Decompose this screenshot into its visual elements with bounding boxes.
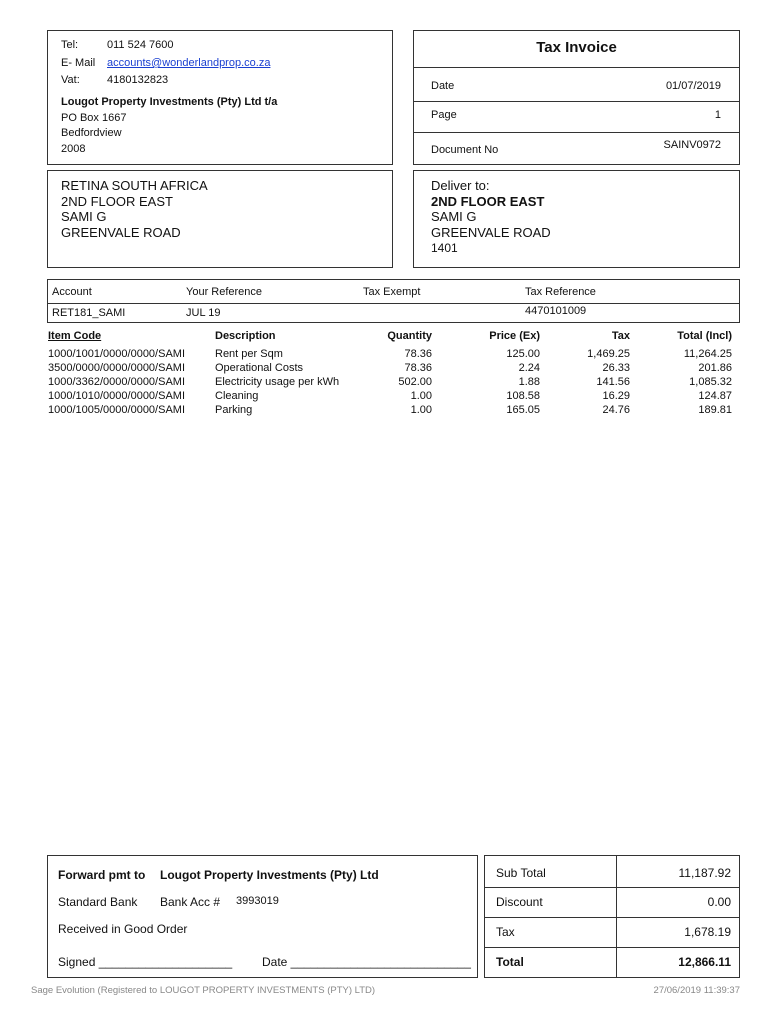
date-label: Date <box>431 80 455 92</box>
item-tax: 26.33 <box>602 362 630 374</box>
supplier-address-line: PO Box 1667 <box>61 112 127 124</box>
account-header: Account <box>52 286 92 298</box>
item-price: 165.05 <box>506 404 540 416</box>
delivery-line: 1401 <box>431 241 458 255</box>
table-row <box>47 348 740 362</box>
grand-total-label: Total <box>496 955 524 969</box>
date-value: 01/07/2019 <box>665 80 721 92</box>
tax-reference-header: Tax Reference <box>525 286 596 298</box>
quantity-header: Quantity <box>387 330 432 342</box>
item-description: Cleaning <box>215 390 259 402</box>
item-code: 1000/1001/0000/0000/SAMI <box>48 348 186 360</box>
item-total: 189.81 <box>698 404 732 416</box>
forward-payment-name: Lougot Property Investments (Pty) Ltd <box>160 868 379 882</box>
tax-exempt-header: Tax Exempt <box>363 286 421 298</box>
item-total: 1,085.32 <box>689 376 732 388</box>
discount-label: Discount <box>496 895 543 909</box>
divider <box>414 67 739 68</box>
delivery-line: 2ND FLOOR EAST <box>431 194 545 209</box>
supplier-name: Lougot Property Investments (Pty) Ltd t/a <box>61 96 278 108</box>
total-header: Total (Incl) <box>677 330 732 342</box>
item-table-header <box>47 330 740 344</box>
item-total: 11,264.25 <box>683 348 732 360</box>
tax-total-label: Tax <box>496 925 515 939</box>
item-tax: 1,469.25 <box>587 348 630 360</box>
table-row <box>47 390 740 404</box>
item-price: 1.88 <box>518 376 540 388</box>
tax-total-value: 1,678.19 <box>684 925 731 939</box>
email-label: E- Mail <box>61 57 96 69</box>
item-description: Rent per Sqm <box>215 348 283 360</box>
grand-total-value: 12,866.11 <box>678 955 731 969</box>
payment-box <box>47 855 478 978</box>
discount-value: 0.00 <box>707 895 731 909</box>
supplier-box <box>47 30 393 165</box>
deliver-to-label: Deliver to: <box>431 178 490 193</box>
item-code: 1000/3362/0000/0000/SAMI <box>48 376 186 388</box>
totals-box <box>484 855 740 978</box>
bank-account-number: 3993019 <box>236 895 279 907</box>
item-tax: 141.56 <box>596 376 630 388</box>
bank-name: Standard Bank <box>58 895 138 909</box>
item-quantity: 502.00 <box>398 376 432 388</box>
account-box <box>47 279 740 323</box>
your-reference-header: Your Reference <box>186 286 263 298</box>
divider <box>485 917 739 918</box>
delivery-line: SAMI G <box>431 209 477 224</box>
page-value: 1 <box>714 109 721 121</box>
divider <box>485 887 739 888</box>
tax-header: Tax <box>611 330 630 342</box>
table-row <box>47 404 740 418</box>
item-price: 108.58 <box>506 390 540 402</box>
bank-account-label: Bank Acc # <box>160 895 221 909</box>
item-code: 3500/0000/0000/0000/SAMI <box>48 362 186 374</box>
invoice-info-box <box>413 30 740 165</box>
date-signature-line: Date ___________________________ <box>262 955 471 969</box>
supplier-address-line: Bedfordview <box>61 127 122 139</box>
divider <box>414 132 739 133</box>
table-row <box>47 376 740 390</box>
docno-label: Document No <box>431 144 499 156</box>
divider <box>414 101 739 102</box>
item-price: 125.00 <box>506 348 540 360</box>
delivery-line: GREENVALE ROAD <box>431 225 551 240</box>
divider <box>485 947 739 948</box>
footer-timestamp: 27/06/2019 11:39:37 <box>653 985 740 996</box>
item-tax: 16.29 <box>602 390 630 402</box>
customer-box <box>47 170 393 268</box>
received-label: Received in Good Order <box>58 922 188 936</box>
item-code-header: Item Code <box>48 330 102 342</box>
item-price: 2.24 <box>518 362 540 374</box>
item-quantity: 1.00 <box>410 390 432 402</box>
item-total: 201.86 <box>698 362 732 374</box>
supplier-address-line: 2008 <box>61 143 86 155</box>
price-header: Price (Ex) <box>489 330 540 342</box>
docno-value: SAINV0972 <box>663 139 721 151</box>
your-reference-value: JUL 19 <box>186 307 221 319</box>
description-header: Description <box>215 330 276 342</box>
item-description: Parking <box>215 404 253 416</box>
account-value: RET181_SAMI <box>52 307 126 319</box>
item-tax: 24.76 <box>602 404 630 416</box>
item-quantity: 1.00 <box>410 404 432 416</box>
email-link[interactable]: accounts@wonderlandprop.co.za <box>107 57 271 69</box>
item-description: Operational Costs <box>215 362 304 374</box>
subtotal-value: 11,187.92 <box>678 866 731 880</box>
table-row <box>47 362 740 376</box>
item-total: 124.87 <box>698 390 732 402</box>
customer-line: SAMI G <box>61 209 107 224</box>
tax-reference-value: 4470101009 <box>525 305 587 317</box>
page-label: Page <box>431 109 457 121</box>
item-description: Electricity usage per kWh <box>215 376 340 388</box>
vat-value: 4180132823 <box>107 74 169 86</box>
item-quantity: 78.36 <box>404 348 432 360</box>
item-table <box>47 330 740 420</box>
item-code: 1000/1005/0000/0000/SAMI <box>48 404 186 416</box>
forward-payment-label: Forward pmt to <box>58 868 146 882</box>
customer-line: 2ND FLOOR EAST <box>61 194 173 209</box>
delivery-box <box>413 170 740 268</box>
footer-registration: Sage Evolution (Registered to LOUGOT PROPERTY INVESTMENTS (PTY) LTD) <box>31 985 376 996</box>
subtotal-label: Sub Total <box>496 866 546 880</box>
item-quantity: 78.36 <box>404 362 432 374</box>
customer-line: RETINA SOUTH AFRICA <box>61 178 208 193</box>
tel-label: Tel: <box>61 39 79 51</box>
divider <box>48 303 739 304</box>
item-code: 1000/1010/0000/0000/SAMI <box>48 390 186 402</box>
tel-value: 011 524 7600 <box>107 39 174 51</box>
invoice-title: Tax Invoice <box>536 39 617 56</box>
customer-line: GREENVALE ROAD <box>61 225 181 240</box>
signed-line: Signed ____________________ <box>58 955 233 969</box>
vat-label: Vat: <box>61 74 80 86</box>
